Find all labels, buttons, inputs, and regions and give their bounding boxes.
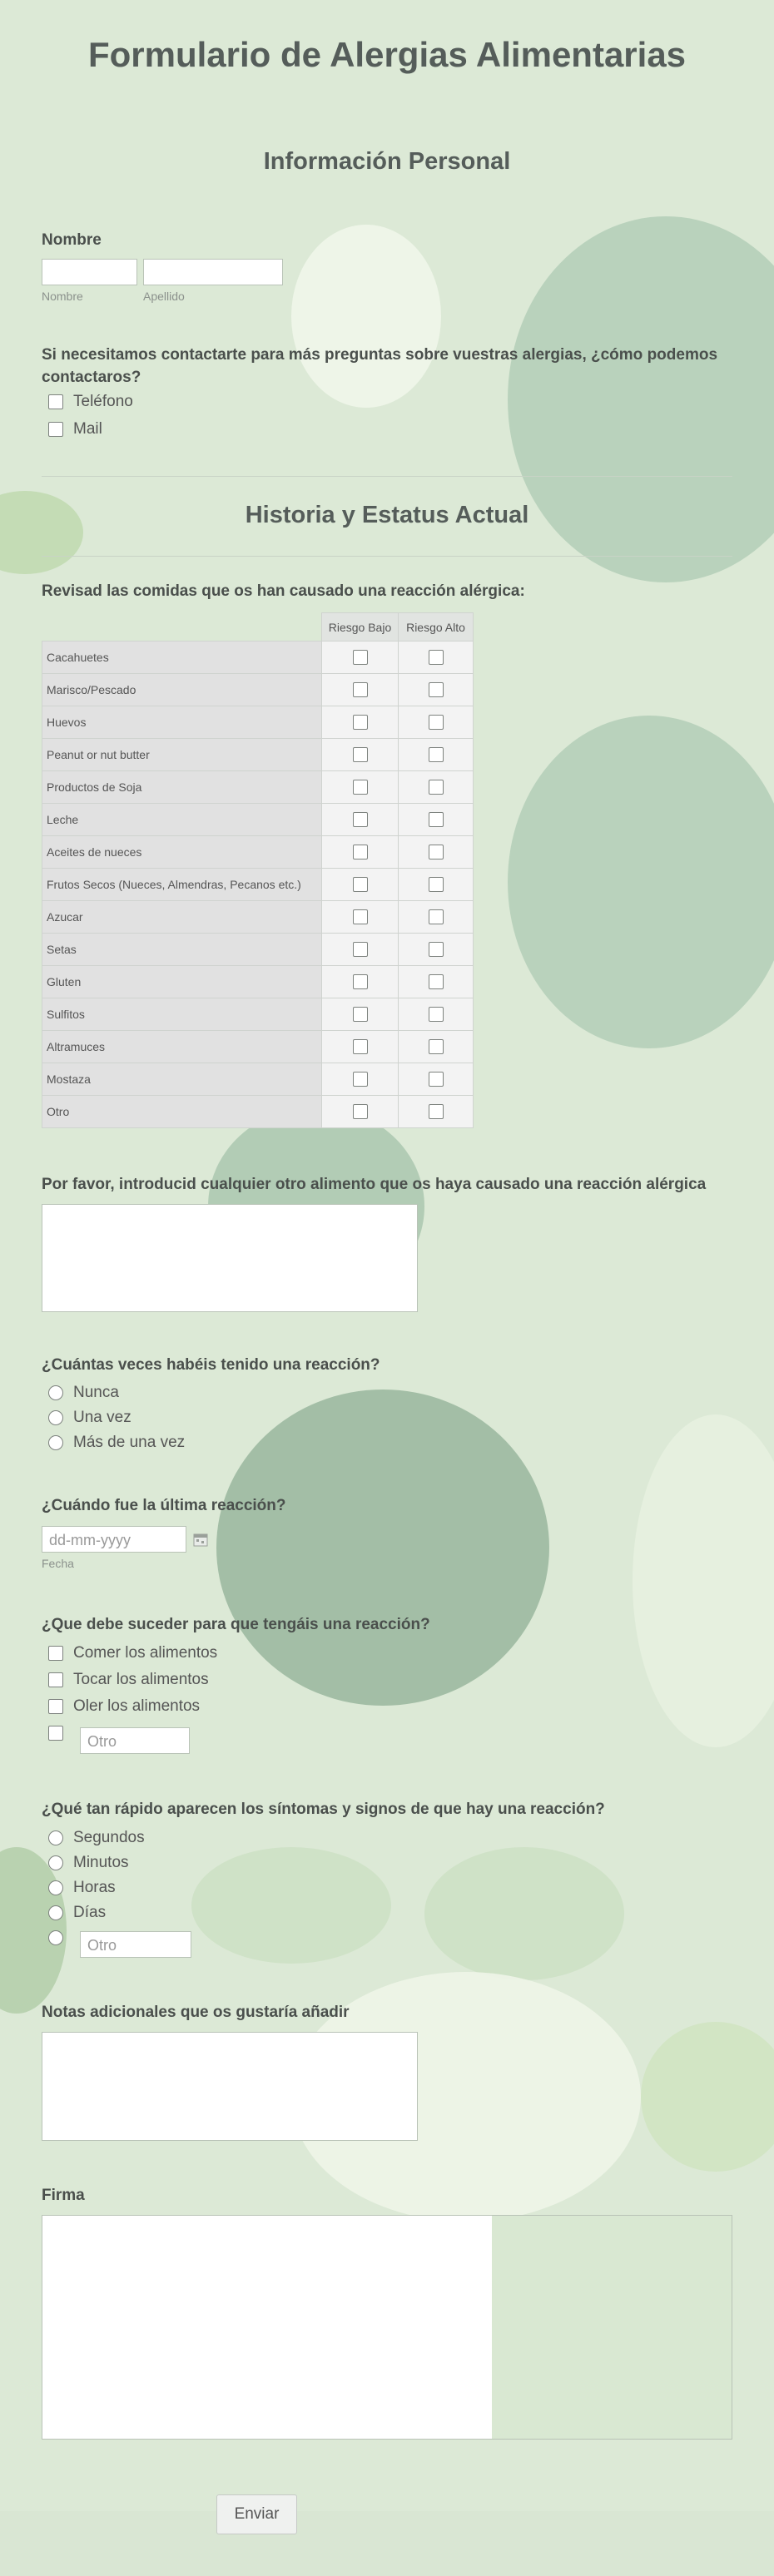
name-label: Nombre: [42, 231, 102, 249]
high-risk-checkbox[interactable]: [429, 909, 444, 924]
phone-checkbox[interactable]: [48, 394, 63, 409]
matrix-row-label: Leche: [42, 804, 322, 836]
low-risk-cell: [322, 706, 399, 739]
trigger-option-label: Tocar los alimentos: [73, 1671, 209, 1688]
speed-label: ¿Qué tan rápido aparecen los síntomas y signos de que hay una reacción?: [42, 1801, 605, 1818]
first-name-input[interactable]: [42, 259, 137, 285]
low-risk-checkbox[interactable]: [353, 1007, 368, 1022]
matrix-row: [42, 804, 474, 836]
low-risk-cell: [322, 642, 399, 674]
frequency-option[interactable]: [48, 1432, 185, 1454]
low-risk-cell: [322, 1096, 399, 1128]
signature-label: Firma: [42, 2187, 85, 2204]
low-risk-cell: [322, 674, 399, 706]
allergy-matrix: [42, 612, 474, 1128]
matrix-row: [42, 1096, 474, 1128]
last-reaction-label: ¿Cuándo fue la última reacción?: [42, 1497, 286, 1514]
low-risk-cell: [322, 966, 399, 998]
matrix-row-label: Altramuces: [42, 1031, 322, 1063]
speed-option-label: Segundos: [73, 1829, 145, 1846]
frequency-radio[interactable]: [48, 1435, 63, 1450]
section-title-history: Historia y Estatus Actual: [245, 502, 529, 528]
low-risk-checkbox[interactable]: [353, 909, 368, 924]
trigger-label: ¿Que debe suceder para que tengáis una reacción?: [42, 1616, 430, 1633]
frequency-option-label: Más de una vez: [73, 1434, 186, 1451]
high-risk-cell: [399, 998, 474, 1031]
matrix-row-label: Peanut or nut butter: [42, 739, 322, 771]
speed-option-label: Horas: [73, 1879, 116, 1896]
speed-option-label: Minutos: [73, 1854, 129, 1871]
high-risk-checkbox[interactable]: [429, 942, 444, 957]
low-risk-checkbox[interactable]: [353, 1039, 368, 1054]
high-risk-cell: [399, 706, 474, 739]
high-risk-checkbox[interactable]: [429, 1007, 444, 1022]
matrix-row: [42, 869, 474, 901]
high-risk-checkbox[interactable]: [429, 747, 444, 762]
high-risk-checkbox[interactable]: [429, 780, 444, 795]
matrix-column-header: Riesgo Alto: [399, 613, 474, 642]
matrix-row-label: Gluten: [42, 966, 322, 998]
matrix-row: [42, 706, 474, 739]
low-risk-cell: [322, 901, 399, 934]
high-risk-cell: [399, 1063, 474, 1096]
speed-option[interactable]: [48, 1877, 116, 1899]
signature-pad[interactable]: [42, 2215, 732, 2440]
high-risk-cell: [399, 674, 474, 706]
speed-option-other[interactable]: [48, 1927, 73, 1949]
low-risk-cell: [322, 771, 399, 804]
frequency-radio[interactable]: [48, 1385, 63, 1400]
speed-option[interactable]: [48, 1852, 129, 1874]
matrix-row: [42, 1031, 474, 1063]
matrix-row: [42, 998, 474, 1031]
speed-option[interactable]: [48, 1902, 106, 1924]
low-risk-checkbox[interactable]: [353, 1072, 368, 1087]
section-divider: [42, 476, 732, 477]
low-risk-cell: [322, 1031, 399, 1063]
high-risk-checkbox[interactable]: [429, 1072, 444, 1087]
high-risk-cell: [399, 836, 474, 869]
matrix-row-label: Setas: [42, 934, 322, 966]
low-risk-checkbox[interactable]: [353, 747, 368, 762]
high-risk-cell: [399, 1096, 474, 1128]
matrix-row: [42, 771, 474, 804]
high-risk-checkbox[interactable]: [429, 974, 444, 989]
trigger-option[interactable]: [48, 1669, 209, 1691]
speed-other-input[interactable]: Otro: [80, 1931, 191, 1958]
contact-option-phone[interactable]: [48, 391, 133, 413]
low-risk-cell: [322, 804, 399, 836]
speed-radio[interactable]: [48, 1880, 63, 1895]
matrix-row: [42, 934, 474, 966]
low-risk-cell: [322, 836, 399, 869]
matrix-corner: [42, 613, 322, 642]
notes-label: Notas adicionales que os gustaría añadir: [42, 2004, 350, 2021]
low-risk-checkbox[interactable]: [353, 650, 368, 665]
date-sublabel: Fecha: [42, 1557, 74, 1570]
section-title-personal: Información Personal: [263, 148, 511, 175]
frequency-radio[interactable]: [48, 1410, 63, 1425]
trigger-option-other[interactable]: [48, 1722, 73, 1744]
matrix-row: [42, 836, 474, 869]
high-risk-cell: [399, 934, 474, 966]
trigger-option[interactable]: [48, 1696, 200, 1717]
frequency-option[interactable]: [48, 1382, 119, 1404]
last-name-sublabel: Apellido: [143, 290, 185, 303]
trigger-option-label: Oler los alimentos: [73, 1697, 201, 1715]
signature-canvas[interactable]: [42, 2216, 492, 2439]
calendar-icon[interactable]: [193, 1532, 208, 1547]
footer-band: [0, 2511, 774, 2576]
low-risk-checkbox[interactable]: [353, 682, 368, 697]
trigger-other-input[interactable]: Otro: [80, 1727, 190, 1754]
high-risk-cell: [399, 1031, 474, 1063]
section-divider: [42, 556, 732, 557]
matrix-row-label: Frutos Secos (Nueces, Almendras, Pecanos etc.): [42, 869, 322, 901]
other-food-textarea[interactable]: [42, 1204, 418, 1312]
low-risk-cell: [322, 1063, 399, 1096]
matrix-row-label: Mostaza: [42, 1063, 322, 1096]
mail-option-label: Mail: [73, 420, 102, 438]
high-risk-cell: [399, 966, 474, 998]
matrix-row-label: Marisco/Pescado: [42, 674, 322, 706]
trigger-checkbox[interactable]: [48, 1672, 63, 1687]
matrix-row: [42, 966, 474, 998]
low-risk-checkbox[interactable]: [353, 715, 368, 730]
mail-checkbox[interactable]: [48, 422, 63, 437]
speed-other-radio[interactable]: [48, 1930, 63, 1945]
high-risk-checkbox[interactable]: [429, 877, 444, 892]
speed-radio[interactable]: [48, 1855, 63, 1870]
frequency-option[interactable]: [48, 1407, 131, 1429]
matrix-row-label: Aceites de nueces: [42, 836, 322, 869]
trigger-option[interactable]: [48, 1642, 217, 1664]
matrix-label: Revisad las comidas que os han causado una reacción alérgica:: [42, 582, 525, 600]
low-risk-cell: [322, 869, 399, 901]
speed-radio[interactable]: [48, 1830, 63, 1845]
low-risk-cell: [322, 934, 399, 966]
frequency-option-label: Una vez: [73, 1409, 131, 1426]
matrix-row: [42, 901, 474, 934]
high-risk-checkbox[interactable]: [429, 812, 444, 827]
high-risk-cell: [399, 771, 474, 804]
low-risk-checkbox[interactable]: [353, 942, 368, 957]
last-name-input[interactable]: [143, 259, 283, 285]
submit-button[interactable]: Enviar: [216, 2494, 297, 2534]
low-risk-checkbox[interactable]: [353, 845, 368, 859]
high-risk-cell: [399, 804, 474, 836]
frequency-option-label: Nunca: [73, 1384, 119, 1401]
matrix-row: [42, 1063, 474, 1096]
low-risk-checkbox[interactable]: [353, 780, 368, 795]
other-food-label: Por favor, introducid cualquier otro alimento que os haya causado una reacción alérgica: [42, 1176, 707, 1193]
high-risk-cell: [399, 869, 474, 901]
matrix-column-header: Riesgo Bajo: [322, 613, 399, 642]
matrix-row: [42, 739, 474, 771]
frequency-label: ¿Cuántas veces habéis tenido una reacción?: [42, 1356, 380, 1374]
matrix-row: [42, 642, 474, 674]
high-risk-checkbox[interactable]: [429, 1039, 444, 1054]
low-risk-checkbox[interactable]: [353, 877, 368, 892]
matrix-row: [42, 674, 474, 706]
trigger-option-label: Comer los alimentos: [73, 1644, 218, 1662]
matrix-row-label: Cacahuetes: [42, 642, 322, 674]
matrix-row-label: Huevos: [42, 706, 322, 739]
trigger-checkbox[interactable]: [48, 1646, 63, 1661]
speed-option[interactable]: [48, 1827, 145, 1849]
high-risk-checkbox[interactable]: [429, 845, 444, 859]
contact-option-mail[interactable]: [48, 419, 102, 440]
matrix-row-label: Productos de Soja: [42, 771, 322, 804]
contact-label: Si necesitamos contactarte para más preguntas sobre vuestras alergias, ¿cómo podemos contactaros?: [42, 346, 718, 386]
high-risk-checkbox[interactable]: [429, 1104, 444, 1119]
low-risk-cell: [322, 998, 399, 1031]
low-risk-cell: [322, 739, 399, 771]
trigger-checkbox[interactable]: [48, 1699, 63, 1714]
form-title: Formulario de Alergias Alimentarias: [87, 35, 687, 74]
notes-textarea[interactable]: [42, 2032, 418, 2141]
matrix-row-label: Azucar: [42, 901, 322, 934]
matrix-row-label: Sulfitos: [42, 998, 322, 1031]
high-risk-checkbox[interactable]: [429, 650, 444, 665]
phone-option-label: Teléfono: [73, 393, 133, 410]
high-risk-cell: [399, 901, 474, 934]
first-name-sublabel: Nombre: [42, 290, 83, 303]
date-input[interactable]: dd-mm-yyyy: [42, 1526, 186, 1553]
high-risk-cell: [399, 739, 474, 771]
high-risk-checkbox[interactable]: [429, 715, 444, 730]
trigger-other-checkbox[interactable]: [48, 1726, 63, 1741]
low-risk-checkbox[interactable]: [353, 974, 368, 989]
low-risk-checkbox[interactable]: [353, 812, 368, 827]
matrix-row-label: Otro: [42, 1096, 322, 1128]
high-risk-checkbox[interactable]: [429, 682, 444, 697]
high-risk-cell: [399, 642, 474, 674]
speed-option-label: Días: [73, 1904, 107, 1921]
low-risk-checkbox[interactable]: [353, 1104, 368, 1119]
speed-radio[interactable]: [48, 1905, 63, 1920]
